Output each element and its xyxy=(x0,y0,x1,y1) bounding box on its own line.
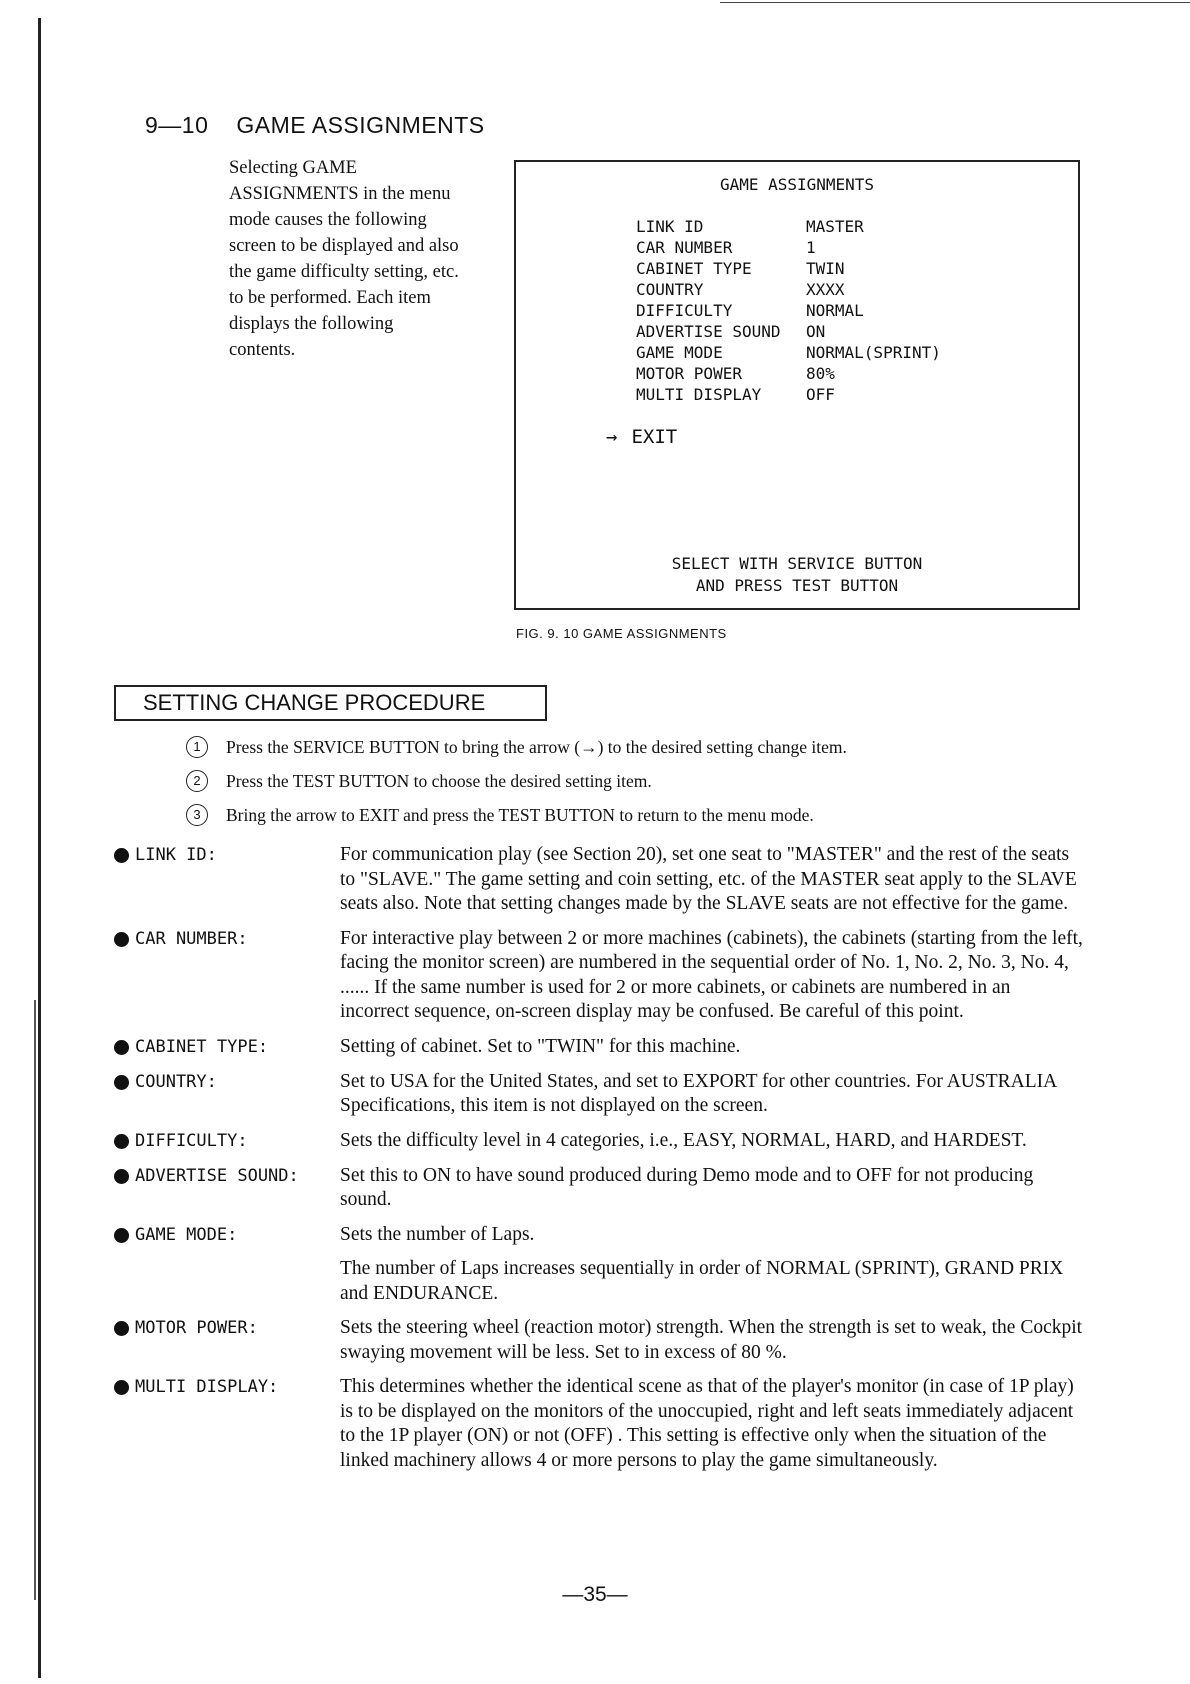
selection-arrow-icon: → xyxy=(606,426,618,448)
setting-definition xyxy=(340,1316,1084,1365)
setting-value: 1 xyxy=(806,238,816,257)
step-text: Bring the arrow to EXIT and press the TEST BUTTON to return to the menu mode. xyxy=(226,804,814,825)
setting-label: GAME MODE xyxy=(636,343,723,362)
exit-option xyxy=(606,426,677,448)
screen-footer-line1: SELECT WITH SERVICE BUTTON xyxy=(671,554,923,573)
setting-label: CABINET TYPE xyxy=(636,259,752,278)
bullet-icon xyxy=(114,932,129,947)
setting-value: OFF xyxy=(806,385,835,404)
figure-caption: FIG. 9. 10 GAME ASSIGNMENTS xyxy=(516,626,727,641)
screen-title: GAME ASSIGNMENTS xyxy=(719,175,875,194)
setting-item-advertise-sound xyxy=(114,1164,1084,1213)
binder-edge xyxy=(38,18,41,1678)
setting-item-country xyxy=(114,1070,1084,1119)
definition-text: Sets the steering wheel (reaction motor) strength. When the strength is set to weak, the Cockpit swaying movement will be less. Set to in excess of 80 %. xyxy=(340,1317,1083,1363)
bullet-icon xyxy=(114,848,129,863)
setting-definition xyxy=(340,1035,1084,1060)
section-title: GAME ASSIGNMENTS xyxy=(236,112,485,138)
setting-term-label: LINK ID: xyxy=(135,845,217,865)
exit-label: EXIT xyxy=(631,426,678,448)
definition-text: For interactive play between 2 or more machines (cabinets), the cabinets (starting from the left, facing the monitor screen) are numbered in the sequential order of No. 1, No. 2, No. 3, No. 4, ...... If the same number is used for 2 or more cabinets, or cabinets are numbered in an incorrect sequence, on-screen display may be confused. Be careful of this point. xyxy=(340,927,1083,1022)
bullet-icon xyxy=(114,1134,129,1149)
screen-row xyxy=(636,300,941,321)
definition-text: Sets the number of Laps. xyxy=(340,1223,535,1245)
bullet-icon xyxy=(114,1380,129,1395)
setting-term xyxy=(114,1223,340,1307)
setting-label: DIFFICULTY xyxy=(636,301,733,320)
screen-row xyxy=(636,258,941,279)
setting-definition xyxy=(340,1164,1084,1213)
setting-label: LINK ID xyxy=(636,217,704,236)
setting-term-label: MULTI DISPLAY: xyxy=(135,1377,279,1397)
setting-item-cabinet-type xyxy=(114,1035,1084,1060)
setting-term-label: CABINET TYPE: xyxy=(135,1036,269,1057)
setting-term-label: MOTOR POWER: xyxy=(135,1318,258,1338)
top-rule xyxy=(720,2,1190,3)
binder-edge-shadow xyxy=(34,1000,36,1600)
section-number: 9—10 xyxy=(145,112,209,138)
setting-descriptions xyxy=(114,843,1084,1483)
setting-value: 80% xyxy=(806,364,835,383)
setting-term xyxy=(114,1129,340,1154)
setting-term-label: ADVERTISE SOUND: xyxy=(135,1165,299,1186)
setting-term-label: CAR NUMBER: xyxy=(135,928,248,949)
screen-row xyxy=(636,216,941,237)
procedure-heading: SETTING CHANGE PROCEDURE xyxy=(114,685,547,721)
procedure-step xyxy=(186,730,847,764)
procedure-step xyxy=(186,798,847,832)
setting-term xyxy=(114,1070,340,1119)
step-number: 2 xyxy=(186,770,208,792)
screen-footer xyxy=(516,553,1078,597)
setting-definition xyxy=(340,1223,1084,1307)
setting-item-game-mode xyxy=(114,1223,1084,1307)
step-text: Press the SERVICE BUTTON to bring the arrow (→) to the desired setting change item. xyxy=(226,736,847,757)
setting-term xyxy=(114,1316,340,1365)
screen-row xyxy=(636,237,941,258)
screen-row xyxy=(636,384,941,405)
step-number: 3 xyxy=(186,804,208,826)
setting-definition xyxy=(340,1129,1084,1154)
setting-item-link-id xyxy=(114,843,1084,917)
setting-definition xyxy=(340,843,1084,917)
screen-row xyxy=(636,342,941,363)
setting-label: MOTOR POWER xyxy=(636,364,742,383)
bullet-icon xyxy=(114,1228,129,1243)
screen-settings-list xyxy=(636,216,941,405)
setting-term-label: COUNTRY: xyxy=(135,1071,217,1092)
bullet-icon xyxy=(114,1075,129,1090)
step-number: 1 xyxy=(186,736,208,758)
setting-term xyxy=(114,843,340,917)
definition-text: This determines whether the identical scene as that of the player's monitor (in case of 1P play) is to be displayed on the monitors of the unoccupied, right and left seats immediately adjacent to the 1P player (ON) or not (OFF) . This setting is effective only when the situation of the linked machinery allows 4 or more persons to play the game simultaneously. xyxy=(340,1376,1074,1471)
bullet-icon xyxy=(114,1169,129,1184)
definition-text: The number of Laps increases sequentially in order of NORMAL (SPRINT), GRAND PRIX and ENDURANCE. xyxy=(340,1258,1064,1304)
definition-text: Sets the difficulty level in 4 categories, i.e., EASY, NORMAL, HARD, and HARDEST. xyxy=(340,1129,1027,1151)
setting-value: TWIN xyxy=(806,259,845,278)
step-text: Press the TEST BUTTON to choose the desired setting item. xyxy=(226,770,652,791)
setting-label: COUNTRY xyxy=(636,280,704,299)
setting-value: NORMAL(SPRINT) xyxy=(806,343,941,362)
setting-value: XXXX xyxy=(806,280,845,299)
game-assignments-screen xyxy=(514,160,1080,610)
setting-term-label: GAME MODE: xyxy=(135,1224,238,1245)
definition-text: For communication play (see Section 20), set one seat to "MASTER" and the rest of the seats to "SLAVE." The game setting and coin setting, etc. of the MASTER seat apply to the SLAVE seats also. Note that setting changes made by the SLAVE seats are not effective for the game. xyxy=(340,844,1077,914)
definition-text: Set to USA for the United States, and set to EXPORT for other countries. For AUSTRALIA Specifications, this item is not displayed on the screen. xyxy=(340,1070,1057,1116)
screen-row xyxy=(636,279,941,300)
setting-value: MASTER xyxy=(806,217,864,236)
setting-definition xyxy=(340,1070,1084,1119)
setting-label: ADVERTISE SOUND xyxy=(636,322,781,341)
setting-definition xyxy=(340,927,1084,1025)
bullet-icon xyxy=(114,1040,129,1055)
procedure-step xyxy=(186,764,847,798)
setting-label: MULTI DISPLAY xyxy=(636,385,762,404)
setting-term xyxy=(114,927,340,1025)
setting-term-label: DIFFICULTY: xyxy=(135,1130,248,1151)
setting-value: NORMAL xyxy=(806,301,864,320)
intro-paragraph: Selecting GAME ASSIGNMENTS in the menu mode causes the following screen to be displayed and also the game difficulty setting, etc. to be performed. Each item displays the following contents. xyxy=(229,158,459,360)
setting-label: CAR NUMBER xyxy=(636,238,733,257)
setting-term xyxy=(114,1164,340,1213)
procedure-steps xyxy=(186,730,847,832)
setting-definition xyxy=(340,1375,1084,1473)
setting-term xyxy=(114,1375,340,1473)
screen-row xyxy=(636,363,941,384)
page-number: —35— xyxy=(562,1583,628,1606)
setting-item-difficulty xyxy=(114,1129,1084,1154)
section-heading xyxy=(145,112,485,139)
setting-value: ON xyxy=(806,322,826,341)
setting-term xyxy=(114,1035,340,1060)
screen-row xyxy=(636,321,941,342)
definition-text: Set this to ON to have sound produced during Demo mode and to OFF for not producing sound. xyxy=(340,1164,1034,1210)
screen-footer-line2: AND PRESS TEST BUTTON xyxy=(695,576,899,595)
setting-item-multi-display xyxy=(114,1375,1084,1473)
setting-item-car-number xyxy=(114,927,1084,1025)
setting-item-motor-power xyxy=(114,1316,1084,1365)
definition-text: Setting of cabinet. Set to "TWIN" for this machine. xyxy=(340,1035,741,1057)
bullet-icon xyxy=(114,1321,129,1336)
